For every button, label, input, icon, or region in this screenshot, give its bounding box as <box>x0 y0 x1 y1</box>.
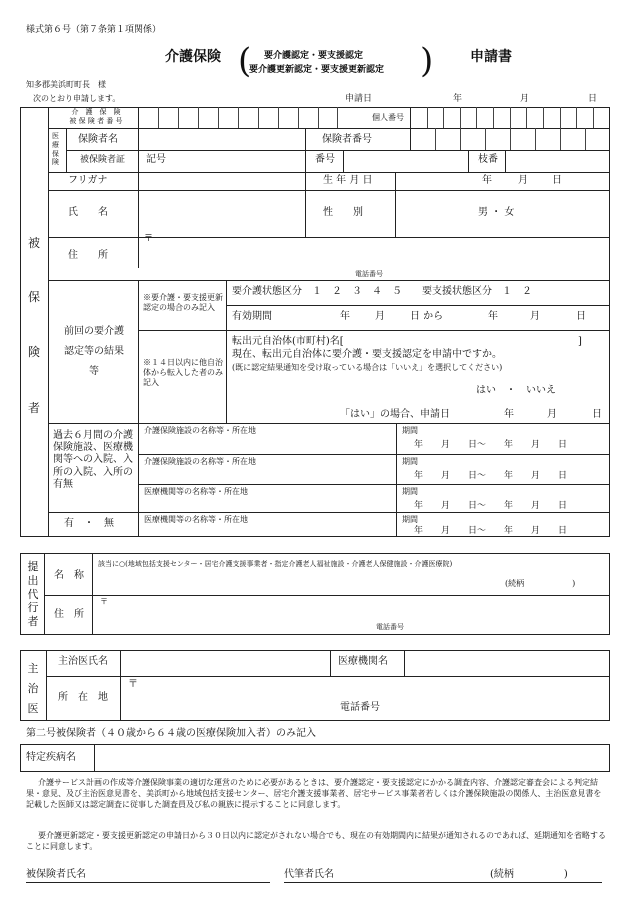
if-yes-label: 「はい」の場合、申請日 <box>340 409 450 420</box>
period-row-1[interactable]: 年 月 日～ 年 月 日 <box>414 440 568 450</box>
birth-label: 生 年 月 日 <box>323 175 373 186</box>
sign-agent-label: 代筆者氏名 <box>284 869 334 880</box>
sign-relation[interactable]: (続柄 ) <box>490 869 568 880</box>
agent-postal: 〒 <box>100 597 108 606</box>
apply-date-day[interactable]: 日 <box>588 94 598 104</box>
apply-date-label: 申請日 <box>345 94 373 104</box>
if-yes-month[interactable]: 月 <box>547 409 557 420</box>
care-level-row[interactable]: 要介護状態区分 １ ２ ３ ４ ５ 要支援状態区分 １ ２ <box>232 286 532 297</box>
vp-d2[interactable]: 日 <box>576 311 586 322</box>
doctor-name-label: 主治医氏名 <box>58 656 108 667</box>
vp-y2[interactable]: 年 <box>488 311 498 322</box>
agent-phone: 電話番号 <box>376 623 404 631</box>
agent-side-label: 提 出 代 行 者 <box>27 560 39 628</box>
birth-day[interactable]: 日 <box>552 175 562 186</box>
apply-date-month[interactable]: 月 <box>520 94 530 104</box>
disease-label: 特定疾病名 <box>26 752 76 763</box>
doctor-address-label: 所 在 地 <box>58 692 108 703</box>
personal-number-cells[interactable] <box>410 107 610 128</box>
agent-relation[interactable]: (続柄 ) <box>505 579 576 588</box>
agent-name-label: 名 称 <box>54 570 84 581</box>
title-left: 介護保険 <box>165 49 221 65</box>
transfer-question: 現在、転出元自治体に要介護・要支援認定を申請中ですか。 <box>232 349 502 360</box>
transfer-note: ※１４日以内に他自治体から転入した者のみ記入 <box>143 358 223 387</box>
address-label: 住 所 <box>68 250 108 261</box>
insurer-name-label: 保険者名 <box>78 134 118 145</box>
insurer-number-label: 保険者番号 <box>322 134 372 145</box>
transfer-municipality[interactable]: 転出元自治体(市町村)名[ <box>232 336 344 347</box>
history-yes-no[interactable]: 有 ・ 無 <box>64 518 114 529</box>
title-bracket-right: ) <box>420 41 434 81</box>
valid-period-label: 有効期間 <box>232 311 272 322</box>
doctor-postal: 〒 <box>128 679 138 690</box>
transfer-instruction: (既に認定結果通知を受け取っている場合は「いいえ」を選択してください) <box>232 363 503 372</box>
agent-address-label: 住 所 <box>54 609 84 620</box>
vp-m1[interactable]: 月 <box>375 311 385 322</box>
period-row-4[interactable]: 年 月 日～ 年 月 日 <box>414 526 568 536</box>
request-line: 次のとおり申請します。 <box>33 94 121 103</box>
transfer-municipality-end: ] <box>578 336 582 347</box>
vp-y1[interactable]: 年 <box>340 311 350 322</box>
period-label-3: 期間 <box>402 487 418 496</box>
title-bracket-left: ( <box>238 41 252 81</box>
furigana-label: フリガナ <box>68 175 108 186</box>
insured-side-3: 険 <box>27 345 40 359</box>
doctor-block <box>20 650 610 721</box>
title-right: 申請書 <box>470 49 512 65</box>
facility-med-2: 医療機関等の名称等・所在地 <box>144 515 248 524</box>
sign-insured-label: 被保険者氏名 <box>26 869 86 880</box>
insured-number-label: 介 護 保 険 被 保 険 者 番 号 <box>69 108 123 125</box>
edaban-label: 枝番 <box>478 154 498 165</box>
period-label-4: 期間 <box>402 515 418 524</box>
insured-number-cells[interactable] <box>138 107 338 128</box>
period-label-2: 期間 <box>402 457 418 466</box>
facility-care-2: 介護保険施設の名称等・所在地 <box>144 457 256 466</box>
address-phone: 電話番号 <box>355 270 383 278</box>
kigou-label: 記号 <box>146 154 166 165</box>
prev-note: ※要介護・要支援更新認定の場合のみ記入 <box>143 293 223 312</box>
consent-2: 要介護更新認定・要支援更新認定の申請日から３０日以内に認定がされない場合でも、現在の有効期間内に結果が通知されるのであれば、延期通知を省略することに同意します。 <box>26 831 606 852</box>
if-yes-year[interactable]: 年 <box>504 409 514 420</box>
facility-care-1: 介護保険施設の名称等・所在地 <box>144 426 256 435</box>
if-yes-day[interactable]: 日 <box>592 409 602 420</box>
transfer-yes-no[interactable]: はい ・ いいえ <box>476 385 556 396</box>
insurer-number-cells[interactable] <box>410 128 610 150</box>
insured-side-2: 保 <box>27 290 40 304</box>
insured-side-1: 被 <box>27 236 40 250</box>
address-postal: 〒 <box>144 234 154 244</box>
doctor-side-label: 主 治 医 <box>27 662 39 715</box>
personal-number-label: 個人番号 <box>372 113 404 122</box>
period-row-2[interactable]: 年 月 日～ 年 月 日 <box>414 471 568 481</box>
agent-applicable[interactable]: 該当に○(地域包括支援センター・居宅介護支援事業者・指定介護老人福祉施設・介護老人保健施設・介護医療院) <box>98 560 453 568</box>
birth-month[interactable]: 月 <box>518 175 528 186</box>
sex-value[interactable]: 男 ・ 女 <box>478 207 515 218</box>
history-label: 過去６月間の介護保険施設、医療機関等への入院、入所の入院、入所の有無 <box>53 430 133 490</box>
period-label-1: 期間 <box>402 426 418 435</box>
facility-med-1: 医療機関等の名称等・所在地 <box>144 487 248 496</box>
insured-side-4: 者 <box>27 401 40 415</box>
name-label: 氏 名 <box>68 207 108 218</box>
period-row-3[interactable]: 年 月 日～ 年 月 日 <box>414 501 568 511</box>
medical-insurance-label: 医 療 保 険 <box>52 132 59 167</box>
sex-label: 性 別 <box>323 207 363 218</box>
vp-m2[interactable]: 月 <box>530 311 540 322</box>
title-mid-2: 要介護更新認定・要支援更新認定 <box>249 65 385 75</box>
doctor-phone: 電話番号 <box>340 702 380 713</box>
title-mid-1: 要介護認定・要支援認定 <box>264 51 364 61</box>
birth-year[interactable]: 年 <box>482 175 492 186</box>
bangou-label: 番号 <box>315 154 335 165</box>
doctor-inst-label: 医療機関名 <box>338 656 388 667</box>
second-insured-note: 第二号被保険者（４０歳から６４歳の医療保険加入者）のみ記入 <box>26 728 316 739</box>
consent-1: 介護サービス計画の作成等介護保険事業の適切な運営のために必要があるときは、要介護認定・要支援認定にかかる調査内容、介護認定審査会による判定結果・意見、及び主治医意見書を、美浜町から地域包括支援センター、居宅介護支援事業者、居宅サービス事業者若しくは介護保険施設の関係人、主治医意見書を記載した医師又は認定調査に従事した調査員及び私の親族に提示することに同意します。 <box>26 778 602 810</box>
vp-d1[interactable]: 日 から <box>410 311 444 322</box>
prev-result-label: 前回の要介護 認定等の結果 等 <box>64 326 124 377</box>
form-number: 様式第６号（第７条第１項関係） <box>26 25 162 35</box>
addressee: 知多郡美浜町町長 様 <box>26 80 106 89</box>
apply-date-year[interactable]: 年 <box>453 94 463 104</box>
card-label: 被保険者証 <box>80 155 126 165</box>
disease-block <box>20 744 610 772</box>
